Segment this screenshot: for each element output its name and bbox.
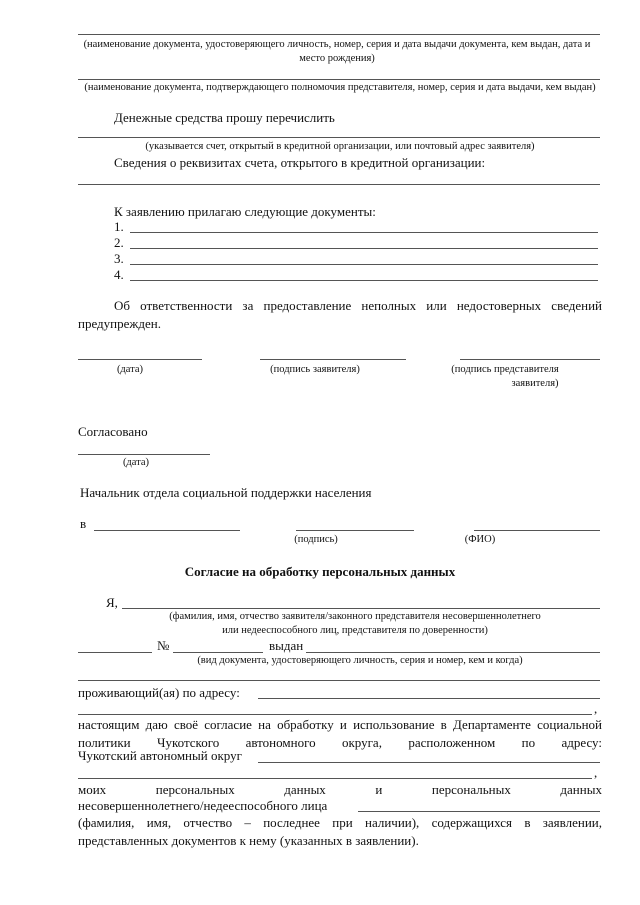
doc-number-line[interactable] — [173, 652, 263, 653]
head-fio-line[interactable] — [474, 530, 600, 531]
doc-type-line[interactable] — [78, 652, 152, 653]
address-comma: , — [594, 701, 598, 716]
issued-by-line[interactable] — [306, 652, 600, 653]
id-doc-caption: (наименование документа, удостоверяющего личность, номер, серия и дата выдачи документа, кем выдан, дата и место рождения) — [83, 39, 591, 64]
issued-label: выдан — [269, 638, 304, 653]
attachment-line-3[interactable] — [130, 264, 598, 265]
representative-caption-1: (подпись представителя — [451, 364, 559, 375]
minor-label: несовершеннолетнего/недееспособного лица — [78, 798, 328, 813]
address-line-2[interactable] — [78, 714, 592, 715]
attachment-item-3: 3. — [114, 251, 124, 266]
my-data-row — [78, 782, 602, 798]
residing-label: проживающий(ая) по адресу: — [78, 685, 240, 700]
attachment-line-2[interactable] — [130, 248, 598, 249]
head-signature-caption: (подпись) — [294, 534, 338, 545]
representative-signature-line[interactable] — [460, 359, 600, 360]
attachment-item-4: 4. — [114, 267, 124, 282]
consent-name-line[interactable] — [122, 608, 600, 609]
responsibility-text: Об ответственности за предоставление неполных или недостоверных сведений предупрежден. — [78, 298, 602, 331]
account-details: Сведения о реквизитах счета, открытого в кредитной организации: — [114, 155, 486, 170]
rep-doc-line[interactable] — [78, 79, 600, 80]
applicant-signature-caption: (подпись заявителя) — [270, 364, 360, 375]
attachment-item-2: 2. — [114, 235, 124, 250]
i-prefix: Я, — [106, 595, 118, 610]
head-fio-caption: (ФИО) — [464, 534, 496, 545]
number-sign: № — [157, 638, 170, 653]
name-caption-1: (фамилия, имя, отчество заявителя/законного представителя несовершеннолетнего — [169, 611, 541, 622]
region-label: Чукотский автономный округ — [78, 748, 242, 763]
representative-caption-2: заявителя) — [511, 378, 559, 389]
word-my: моих — [78, 782, 107, 797]
rep-doc-caption: (наименование документа, подтверждающего полномочия представителя, номер, серия и дата выдачи, кем выдан) — [84, 82, 596, 93]
consent-title: Согласие на обработку персональных данных — [184, 564, 456, 579]
account-details-line[interactable] — [78, 184, 600, 185]
head-title: Начальник отдела социальной поддержки населения — [80, 485, 372, 500]
word-personal: персональных — [155, 782, 235, 797]
attachments-heading: К заявлению прилагаю следующие документы: — [114, 204, 376, 219]
word-data-2: данных — [560, 782, 602, 797]
word-personal-2: персональных — [431, 782, 511, 797]
attachment-line-1[interactable] — [130, 232, 598, 233]
attachment-line-4[interactable] — [130, 280, 598, 281]
date-caption: (дата) — [116, 364, 144, 375]
in-prefix: в — [80, 516, 87, 531]
id-doc-line[interactable] — [78, 34, 600, 35]
applicant-signature-line[interactable] — [260, 359, 406, 360]
address-line-1[interactable] — [258, 698, 600, 699]
region-line-2[interactable] — [78, 778, 592, 779]
agreed-date-line[interactable] — [78, 454, 210, 455]
word-data: данных — [284, 782, 326, 797]
minor-name-line[interactable] — [358, 811, 600, 812]
date-line[interactable] — [78, 359, 202, 360]
doc-caption: (вид документа, удостоверяющего личность, серия и номер, кем и когда) — [197, 655, 523, 666]
account-line[interactable] — [78, 137, 600, 138]
consent-text: настоящим даю своё согласие на обработку и использование в Департаменте социальной политики Чукотского автономного округа, расположенном по адресу: — [78, 717, 602, 750]
region-comma: , — [594, 765, 598, 780]
attachment-item-1: 1. — [114, 219, 124, 234]
agreed-label: Согласовано — [78, 424, 148, 439]
word-and: и — [375, 782, 383, 797]
transfer-request: Денежные средства прошу перечислить — [114, 110, 335, 125]
final-text: (фамилия, имя, отчество – последнее при наличии), содержащихся в заявлении, представленных документов к нему (указанных в заявлении). — [78, 815, 602, 848]
head-signature-line[interactable] — [296, 530, 414, 531]
agreed-date-caption: (дата) — [122, 457, 150, 468]
doc-cont-line[interactable] — [78, 680, 600, 681]
name-caption-2: или недееспособного лиц, представителя по доверенности) — [222, 625, 488, 636]
department-line[interactable] — [94, 530, 240, 531]
region-line[interactable] — [258, 762, 600, 763]
account-caption: (указывается счет, открытый в кредитной организации, или почтовый адрес заявителя) — [145, 141, 535, 152]
